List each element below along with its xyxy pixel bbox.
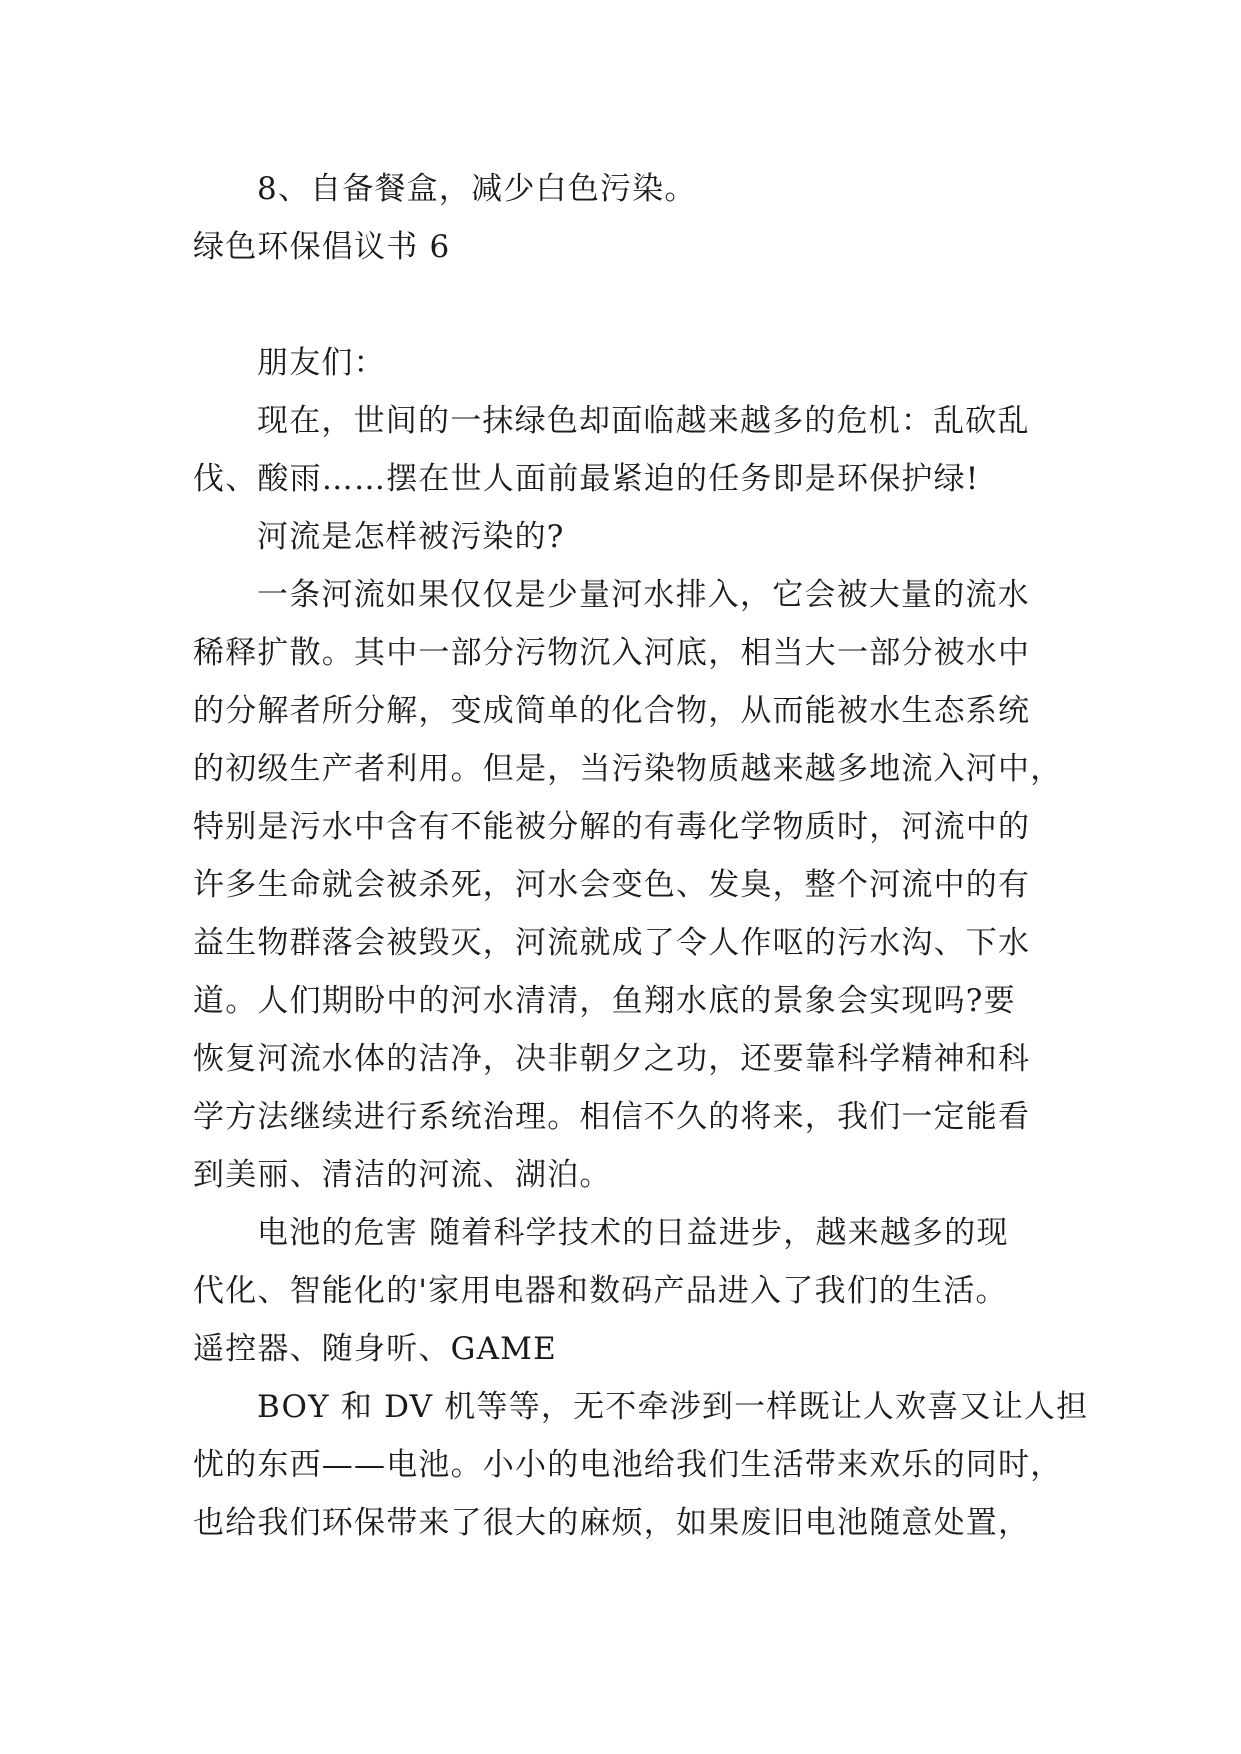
- paragraph-line: 恢复河流水体的洁净，决非朝夕之功，还要靠科学精神和科: [193, 1041, 1031, 1077]
- paragraph-line: 的分解者所分解，变成简单的化合物，从而能被水生态系统: [193, 693, 1031, 729]
- section-title: 绿色环保倡议书 6: [193, 229, 451, 265]
- paragraph-line: 益生物群落会被毁灭，河流就成了令人作呕的污水沟、下水: [193, 925, 1031, 961]
- paragraph-line: BOY 和 DV 机等等，无不牵涉到一样既让人欢喜又让人担: [257, 1389, 1089, 1425]
- paragraph-line: 一条河流如果仅仅是少量河水排入，它会被大量的流水: [257, 577, 1030, 613]
- list-item-8: 8、自备餐盒，减少白色污染。: [257, 171, 697, 207]
- paragraph-line: 许多生命就会被杀死，河水会变色、发臭，整个河流中的有: [193, 867, 1031, 903]
- paragraph-line: 现在，世间的一抹绿色却面临越来越多的危机：乱砍乱: [257, 403, 1030, 439]
- paragraph-line: 学方法继续进行系统治理。相信不久的将来，我们一定能看: [193, 1099, 1031, 1135]
- paragraph-line: 道。人们期盼中的河水清清，鱼翔水底的景象会实现吗?要: [193, 983, 1016, 1019]
- paragraph-line: 代化、智能化的'家用电器和数码产品进入了我们的生活。: [193, 1273, 1008, 1309]
- salutation: 朋友们：: [257, 345, 386, 381]
- spacer: [193, 276, 1053, 334]
- document-body: [193, 160, 1089, 1552]
- paragraph-line: 忧的东西——电池。小小的电池给我们生活带来欢乐的同时，: [193, 1447, 1063, 1483]
- paragraph-line: 电池的危害 随着科学技术的日益进步，越来越多的现: [257, 1215, 1009, 1251]
- paragraph-line: 到美丽、清洁的河流、湖泊。: [193, 1157, 612, 1193]
- paragraph-line: 伐、酸雨……摆在世人面前最紧迫的任务即是环保护绿!: [193, 461, 980, 497]
- paragraph-line: 也给我们环保带来了很大的麻烦，如果废旧电池随意处置，: [193, 1505, 1031, 1541]
- paragraph-line: 稀释扩散。其中一部分污物沉入河底，相当大一部分被水中: [193, 635, 1031, 671]
- paragraph-line: 的初级生产者利用。但是，当污染物质越来越多地流入河中，: [193, 751, 1063, 787]
- paragraph-heading: 河流是怎样被污染的?: [257, 519, 565, 555]
- paragraph-line: 特别是污水中含有不能被分解的有毒化学物质时，河流中的: [193, 809, 1031, 845]
- paragraph-line: 遥控器、随身听、GAME: [193, 1331, 557, 1367]
